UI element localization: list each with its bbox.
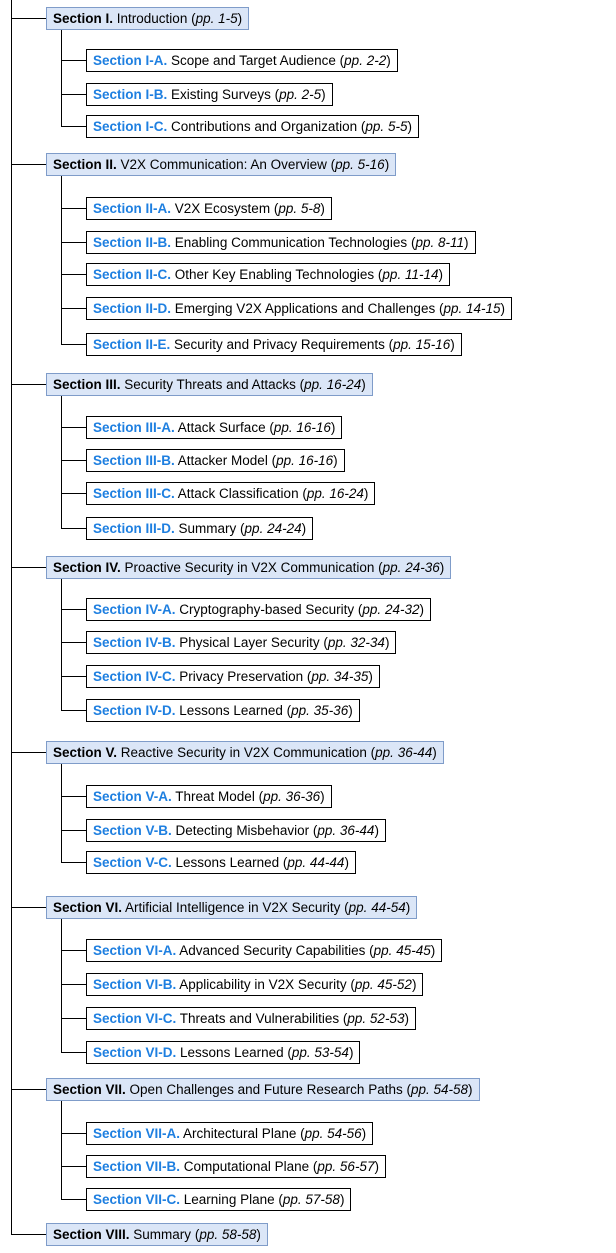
section-connector [11, 164, 46, 165]
section-title: Lessons Learned [180, 1044, 284, 1060]
section-label: Section II. [53, 156, 117, 172]
subsection-connector [61, 308, 86, 309]
branch-line [61, 176, 62, 346]
tree-trunk-line [11, 0, 12, 1235]
pages-prefix: pp. [276, 452, 295, 468]
section-title: Existing Surveys [171, 86, 271, 102]
section-title: Emerging V2X Applications and Challenges [174, 300, 436, 316]
subsection-box: Section VI-B. Applicability in V2X Security (pp. 45-52) [86, 973, 423, 996]
section-title: Computational Plane [183, 1158, 310, 1174]
section-label: Section II-A. [93, 200, 172, 216]
pages-prefix: pp. [348, 899, 368, 915]
subsection-connector [61, 1199, 86, 1200]
section-label: Section III-C. [93, 485, 175, 501]
section-label: Section VI-C. [93, 1010, 177, 1026]
subsection-connector [61, 984, 86, 985]
page-range: 54-58 [433, 1081, 469, 1097]
section-connector [11, 907, 46, 908]
section-title: Reactive Security in V2X Communication [120, 744, 367, 760]
section-label: Section IV-C. [93, 668, 176, 684]
section-title: Lessons Learned [175, 854, 280, 870]
page-range: 8-11 [437, 234, 465, 250]
page-range: 53-54 [314, 1044, 349, 1060]
pages-prefix: pp. [282, 1191, 302, 1207]
section-title: Attack Surface [177, 419, 266, 435]
branch-line [61, 764, 62, 864]
pages-prefix: pp. [373, 942, 393, 958]
section-title: V2X Communication: An Overview [120, 156, 327, 172]
subsection-box: Section IV-B. Physical Layer Security (pp. 32-34) [86, 631, 396, 654]
page-range: 54-56 [327, 1125, 362, 1141]
section-box: Section VII. Open Challenges and Future Research Paths (pp. 54-58) [46, 1078, 480, 1101]
subsection-box: Section V-A. Threat Model (pp. 36-36) [86, 785, 332, 808]
page-range: 16-16 [298, 452, 334, 468]
subsection-box: Section II-E. Security and Privacy Requirements (pp. 15-16) [86, 333, 462, 356]
section-title: Open Challenges and Future Research Paths [129, 1081, 403, 1097]
subsection-box: Section IV-A. Cryptography-based Security (pp. 24-32) [86, 598, 431, 621]
page-range: 36-44 [397, 744, 433, 760]
section-box: Section III. Security Threats and Attacks (pp. 16-24) [46, 373, 373, 396]
page-range: 5-8 [300, 200, 321, 216]
page-range: 24-36 [405, 559, 440, 575]
page-range: 52-53 [369, 1010, 405, 1026]
pages-prefix: pp. [278, 200, 298, 216]
subsection-connector [61, 642, 86, 643]
pages-prefix: pp. [354, 976, 374, 992]
section-title: Summary [178, 520, 237, 536]
section-label: Section VI. [53, 899, 123, 915]
section-label: Section IV-A. [93, 601, 176, 617]
section-label: Section VII-A. [93, 1125, 181, 1141]
section-title: Contributions and Organization [171, 118, 358, 134]
subsection-connector [61, 1052, 86, 1053]
section-label: Section V-C. [93, 854, 172, 870]
subsection-connector [61, 242, 86, 243]
pages-prefix: pp. [344, 52, 363, 68]
section-label: Section VII. [53, 1081, 126, 1097]
subsection-box: Section II-B. Enabling Communication Technologies (pp. 8-11) [86, 231, 476, 254]
page-range: 24-32 [384, 601, 420, 617]
subsection-connector [61, 427, 86, 428]
subsection-box: Section VII-A. Architectural Plane (pp. 54-56) [86, 1122, 373, 1145]
section-label: Section I. [53, 10, 114, 26]
pages-prefix: pp. [304, 376, 323, 392]
section-connector [11, 384, 46, 385]
section-label: Section IV-B. [93, 634, 176, 650]
section-label: Section IV-D. [93, 702, 176, 718]
subsection-box: Section II-A. V2X Ecosystem (pp. 5-8) [86, 197, 332, 220]
section-title: Advanced Security Capabilities [179, 942, 366, 958]
pages-prefix: pp. [311, 668, 331, 684]
subsection-connector [61, 493, 86, 494]
subsection-box: Section VI-A. Advanced Security Capabilities (pp. 45-45) [86, 939, 442, 962]
section-label: Section VII-C. [93, 1191, 181, 1207]
pages-prefix: pp. [415, 234, 435, 250]
pages-prefix: pp. [287, 854, 307, 870]
section-title: Detecting Misbehavior [175, 822, 310, 838]
section-label: Section II-C. [93, 266, 172, 282]
section-box: Section VI. Artificial Intelligence in V2X Security (pp. 44-54) [46, 896, 417, 919]
pages-prefix: pp. [382, 266, 402, 282]
section-title: Summary [133, 1226, 192, 1242]
page-range: 57-58 [305, 1191, 340, 1207]
section-label: Section V-B. [93, 822, 172, 838]
pages-prefix: pp. [393, 336, 412, 352]
page-range: 11-14 [404, 266, 439, 282]
page-range: 24-24 [267, 520, 302, 536]
subsection-box: Section I-B. Existing Surveys (pp. 2-5) [86, 83, 333, 106]
subsection-connector [61, 1166, 86, 1167]
subsection-connector [61, 274, 86, 275]
section-label: Section II-D. [93, 300, 172, 316]
subsection-box: Section IV-C. Privacy Preservation (pp. 34-35) [86, 665, 380, 688]
subsection-connector [61, 1018, 86, 1019]
pages-prefix: pp. [317, 1158, 337, 1174]
subsection-box: Section III-C. Attack Classification (pp. 16-24) [86, 482, 375, 505]
subsection-box: Section III-D. Summary (pp. 24-24) [86, 517, 313, 540]
section-box: Section V. Reactive Security in V2X Communication (pp. 36-44) [46, 741, 444, 764]
subsection-connector [61, 460, 86, 461]
section-title: Lessons Learned [179, 702, 283, 718]
page-range: 2-5 [301, 86, 322, 102]
page-range: 45-45 [396, 942, 431, 958]
section-title: Proactive Security in V2X Communication [124, 559, 375, 575]
section-title: Cryptography-based Security [179, 601, 355, 617]
subsection-connector [61, 126, 86, 127]
subsection-connector [61, 830, 86, 831]
page-range: 5-16 [357, 156, 385, 172]
page-range: 34-35 [333, 668, 369, 684]
page-range: 32-34 [350, 634, 385, 650]
section-label: Section VI-D. [93, 1044, 177, 1060]
pages-prefix: pp. [335, 156, 354, 172]
section-title: Threat Model [175, 788, 255, 804]
pages-prefix: pp. [291, 702, 310, 718]
subsection-connector [61, 344, 86, 345]
pages-prefix: pp. [306, 485, 326, 501]
section-label: Section VI-A. [93, 942, 177, 958]
page-range: 36-36 [285, 788, 321, 804]
section-label: Section I-B. [93, 86, 168, 102]
subsection-box: Section II-C. Other Key Enabling Technologies (pp. 11-14) [86, 263, 450, 286]
pages-prefix: pp. [375, 744, 394, 760]
section-title: Scope and Target Audience [171, 52, 336, 68]
branch-line [61, 919, 62, 1054]
section-label: Section III-A. [93, 419, 175, 435]
section-label: Section I-A. [93, 52, 168, 68]
pages-prefix: pp. [291, 1044, 311, 1060]
page-range: 44-54 [371, 899, 406, 915]
branch-line [61, 579, 62, 712]
page-range: 45-52 [377, 976, 412, 992]
pages-prefix: pp. [327, 634, 347, 650]
subsection-box: Section VII-C. Learning Plane (pp. 57-58) [86, 1188, 351, 1211]
pages-prefix: pp. [410, 1081, 430, 1097]
subsection-box: Section VI-C. Threats and Vulnerabilities (pp. 52-53) [86, 1007, 416, 1030]
section-label: Section V-A. [93, 788, 172, 804]
section-title: Other Key Enabling Technologies [174, 266, 375, 282]
pages-prefix: pp. [195, 10, 215, 26]
subsection-connector [61, 208, 86, 209]
section-title: Learning Plane [183, 1191, 275, 1207]
page-range: 14-15 [466, 300, 501, 316]
section-connector [11, 752, 46, 753]
section-title: Applicability in V2X Security [179, 976, 347, 992]
branch-line [61, 1101, 62, 1201]
section-box: Section VIII. Summary (pp. 58-58) [46, 1223, 268, 1246]
section-label: Section VIII. [53, 1226, 130, 1242]
subsection-connector [61, 862, 86, 863]
page-range: 35-36 [313, 702, 349, 718]
section-box: Section II. V2X Communication: An Overview (pp. 5-16) [46, 153, 396, 176]
section-title: Physical Layer Security [179, 634, 320, 650]
section-title: Privacy Preservation [179, 668, 304, 684]
page-range: 58-58 [221, 1226, 257, 1242]
subsection-box: Section II-D. Emerging V2X Applications and Challenges (pp. 14-15) [86, 297, 512, 320]
section-box: Section I. Introduction (pp. 1-5) [46, 7, 249, 30]
section-title: Artificial Intelligence in V2X Security [125, 899, 341, 915]
subsection-connector [61, 796, 86, 797]
pages-prefix: pp. [263, 788, 282, 804]
section-label: Section III-D. [93, 520, 175, 536]
section-box: Section IV. Proactive Security in V2X Communication (pp. 24-36) [46, 556, 451, 579]
branch-line [61, 30, 62, 128]
section-title: Attacker Model [177, 452, 268, 468]
page-range: 16-24 [326, 376, 362, 392]
subsection-box: Section VII-B. Computational Plane (pp. 56-57) [86, 1155, 386, 1178]
subsection-box: Section VI-D. Lessons Learned (pp. 53-54) [86, 1041, 360, 1064]
subsection-box: Section III-B. Attacker Model (pp. 16-16) [86, 449, 345, 472]
section-label: Section V. [53, 744, 118, 760]
section-title: Architectural Plane [183, 1125, 297, 1141]
section-label: Section IV. [53, 559, 121, 575]
pages-prefix: pp. [273, 419, 293, 435]
subsection-box: Section V-B. Detecting Misbehavior (pp. 36-44) [86, 819, 386, 842]
pages-prefix: pp. [304, 1125, 324, 1141]
page-range: 1-5 [218, 10, 238, 26]
section-connector [11, 18, 46, 19]
subsection-box: Section I-C. Contributions and Organization (pp. 5-5) [86, 115, 419, 138]
page-range: 36-44 [339, 822, 375, 838]
pages-prefix: pp. [244, 520, 264, 536]
pages-prefix: pp. [347, 1010, 367, 1026]
subsection-box: Section III-A. Attack Surface (pp. 16-16) [86, 416, 342, 439]
pages-prefix: pp. [382, 559, 402, 575]
section-title: Threats and Vulnerabilities [179, 1010, 340, 1026]
pages-prefix: pp. [362, 601, 382, 617]
page-range: 5-5 [387, 118, 408, 134]
subsection-connector [61, 1133, 86, 1134]
subsection-connector [61, 950, 86, 951]
section-title: Security and Privacy Requirements [174, 336, 385, 352]
branch-line [61, 396, 62, 530]
section-connector [11, 567, 46, 568]
section-title: Attack Classification [177, 485, 299, 501]
section-title: V2X Ecosystem [174, 200, 271, 216]
section-label: Section II-E. [93, 336, 171, 352]
subsection-box: Section I-A. Scope and Target Audience (pp. 2-2) [86, 49, 398, 72]
section-label: Section I-C. [93, 118, 168, 134]
pages-prefix: pp. [199, 1226, 219, 1242]
section-title: Enabling Communication Technologies [174, 234, 408, 250]
subsection-connector [61, 60, 86, 61]
subsection-connector [61, 94, 86, 95]
section-label: Section VII-B. [93, 1158, 181, 1174]
page-range: 16-24 [329, 485, 364, 501]
page-range: 16-16 [296, 419, 331, 435]
page-range: 2-2 [366, 52, 387, 68]
section-label: Section VI-B. [93, 976, 177, 992]
section-label: Section II-B. [93, 234, 172, 250]
section-label: Section III-B. [93, 452, 175, 468]
pages-prefix: pp. [317, 822, 337, 838]
pages-prefix: pp. [279, 86, 298, 102]
section-title: Security Threats and Attacks [124, 376, 296, 392]
section-connector [11, 1234, 46, 1235]
pages-prefix: pp. [443, 300, 463, 316]
subsection-box: Section V-C. Lessons Learned (pp. 44-44) [86, 851, 356, 874]
page-range: 15-16 [415, 336, 451, 352]
page-range: 56-57 [339, 1158, 375, 1174]
section-label: Section III. [53, 376, 121, 392]
section-title: Introduction [116, 10, 188, 26]
subsection-connector [61, 609, 86, 610]
subsection-connector [61, 528, 86, 529]
subsection-connector [61, 676, 86, 677]
page-range: 44-44 [309, 854, 345, 870]
section-connector [11, 1089, 46, 1090]
pages-prefix: pp. [365, 118, 385, 134]
subsection-connector [61, 710, 86, 711]
subsection-box: Section IV-D. Lessons Learned (pp. 35-36) [86, 699, 360, 722]
